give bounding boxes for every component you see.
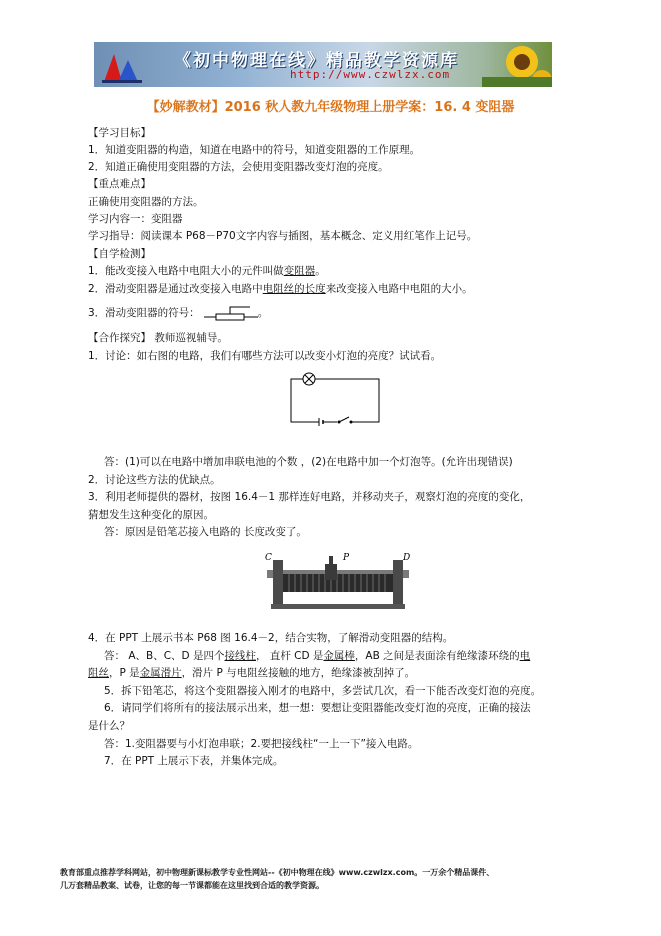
section-heading-self-check: 【自学检测】 [88,248,151,260]
content-heading: 学习内容一：变阻器 [88,213,183,225]
discussion-item-3-cont: 猜想发生这种变化的原因。 [88,509,214,521]
answer-resistance-wire-b: 阻丝 [88,667,109,679]
self-check-item-2: 2．滑动变阻器是通过改变接入电路中电阻丝的长度来改变接入电路中电阻的大小。 [88,283,473,295]
answer-wire-length: 电阻丝的长度 [262,283,326,295]
answer-3: 答：原因是铅笔芯接入电路的 长度改变了。 [104,526,307,538]
page-footer [60,866,600,892]
banner-url[interactable]: http://www.czwlzx.com [290,68,451,81]
banner-title: 《初中物理在线》精品教学资源库 [174,51,459,71]
discussion-item-7: 7．在 PPT 上展示下表，并集体完成。 [104,755,284,767]
slide-rheostat-image [263,550,413,612]
footer-line-1: 教育部重点推荐学科网站，初中物理新课标教学专业性网站--《初中物理在线》www.czwlzx.com。一万余个精品课件、 [60,868,495,877]
section-heading-goals: 【学习目标】 [88,127,151,139]
discussion-item-2: 2．讨论这些方法的优缺点。 [88,474,221,486]
answer-4-cont: 阻丝，P 是金属滑片，滑片 P 与电阻丝接触的地方，绝缘漆被刮掉了。 [88,667,416,679]
self-check-item-1: 1．能改变接入电路中电阻大小的元件叫做变阻器。 [88,265,326,277]
discussion-item-1: 1．讨论：如右图的电路，我们有哪些方法可以改变小灯泡的亮度？试试看。 [88,350,442,362]
discussion-item-4: 4．在 PPT 上展示书本 P68 图 16.4－2，结合实物，了解滑动变阻器的结构。 [88,632,454,644]
label-p: P [343,553,350,563]
document-title: 【妙解教材】2016 秋人教九年级物理上册学案：16. 4 变阻器 [146,100,515,115]
answer-1: 答：(1)可以在电路中增加串联电池的个数 ，(2)在电路中加一个灯泡等。(允许出现错误) [104,456,513,468]
label-b: B [383,597,390,607]
answer-metal-rod: 金属棒 [323,650,355,662]
answer-resistance-wire-a: 电 [519,650,531,662]
answer-terminals: 接线柱 [224,650,256,662]
goal-item-1: 1．知道变阻器的构造，知道在电路中的符号，知道变阻器的工作原理。 [88,144,421,156]
answer-6: 答：1.变阻器要与小灯泡串联；2.要把接线柱“一上一下”接入电路。 [104,738,419,750]
label-a: A [287,597,294,607]
header-banner [94,42,552,87]
answer-4: 答： A、B、C、D 是四个接线柱， 直杆 CD 是金属棒，AB 之间是表面涂有绝缘漆环绕的电 [104,650,531,662]
discussion-item-6-cont: 是什么？ [88,720,130,732]
sunflower-image [482,42,552,87]
study-guide: 学习指导：阅读课本 P68－P70文字内容与插图，基本概念、定义用红笔作上记号。 [88,230,478,242]
label-c: C [265,553,272,563]
answer-rheostat: 变阻器 [283,265,316,277]
answer-metal-slider: 金属滑片 [139,667,182,679]
section-heading-cooperation: 【合作探究】 教师巡视辅导。 [88,332,228,344]
key-point-text: 正确使用变阻器的方法。 [88,196,204,208]
discussion-item-5: 5．拆下铅笔芯，将这个变阻器接入刚才的电路中，多尝试几次，看一下能否改变灯泡的亮度。 [104,685,542,697]
circuit-diagram [285,368,385,430]
site-logo [100,46,144,84]
goal-item-2: 2．知道正确使用变阻器的方法，会使用变阻器改变灯泡的亮度。 [88,161,389,173]
discussion-item-6: 6．请同学们将所有的接法展示出来，想一想：要想让变阻器能改变灯泡的亮度，正确的接法 [104,702,531,714]
footer-line-2: 几万套精品教案、试卷，让您的每一节课都能在这里找到合适的教学资源。 [60,881,324,890]
rheostat-symbol-icon [204,305,258,321]
discussion-item-3: 3．利用老师提供的器材，按图 16.4－1 那样连好电路，并移动夹子，观察灯泡的亮度的变化， [88,491,531,503]
label-d: D [403,553,411,563]
self-check-item-3: 3．滑动变阻器的符号： 。 [88,307,269,319]
section-heading-key-points: 【重点难点】 [88,178,151,190]
